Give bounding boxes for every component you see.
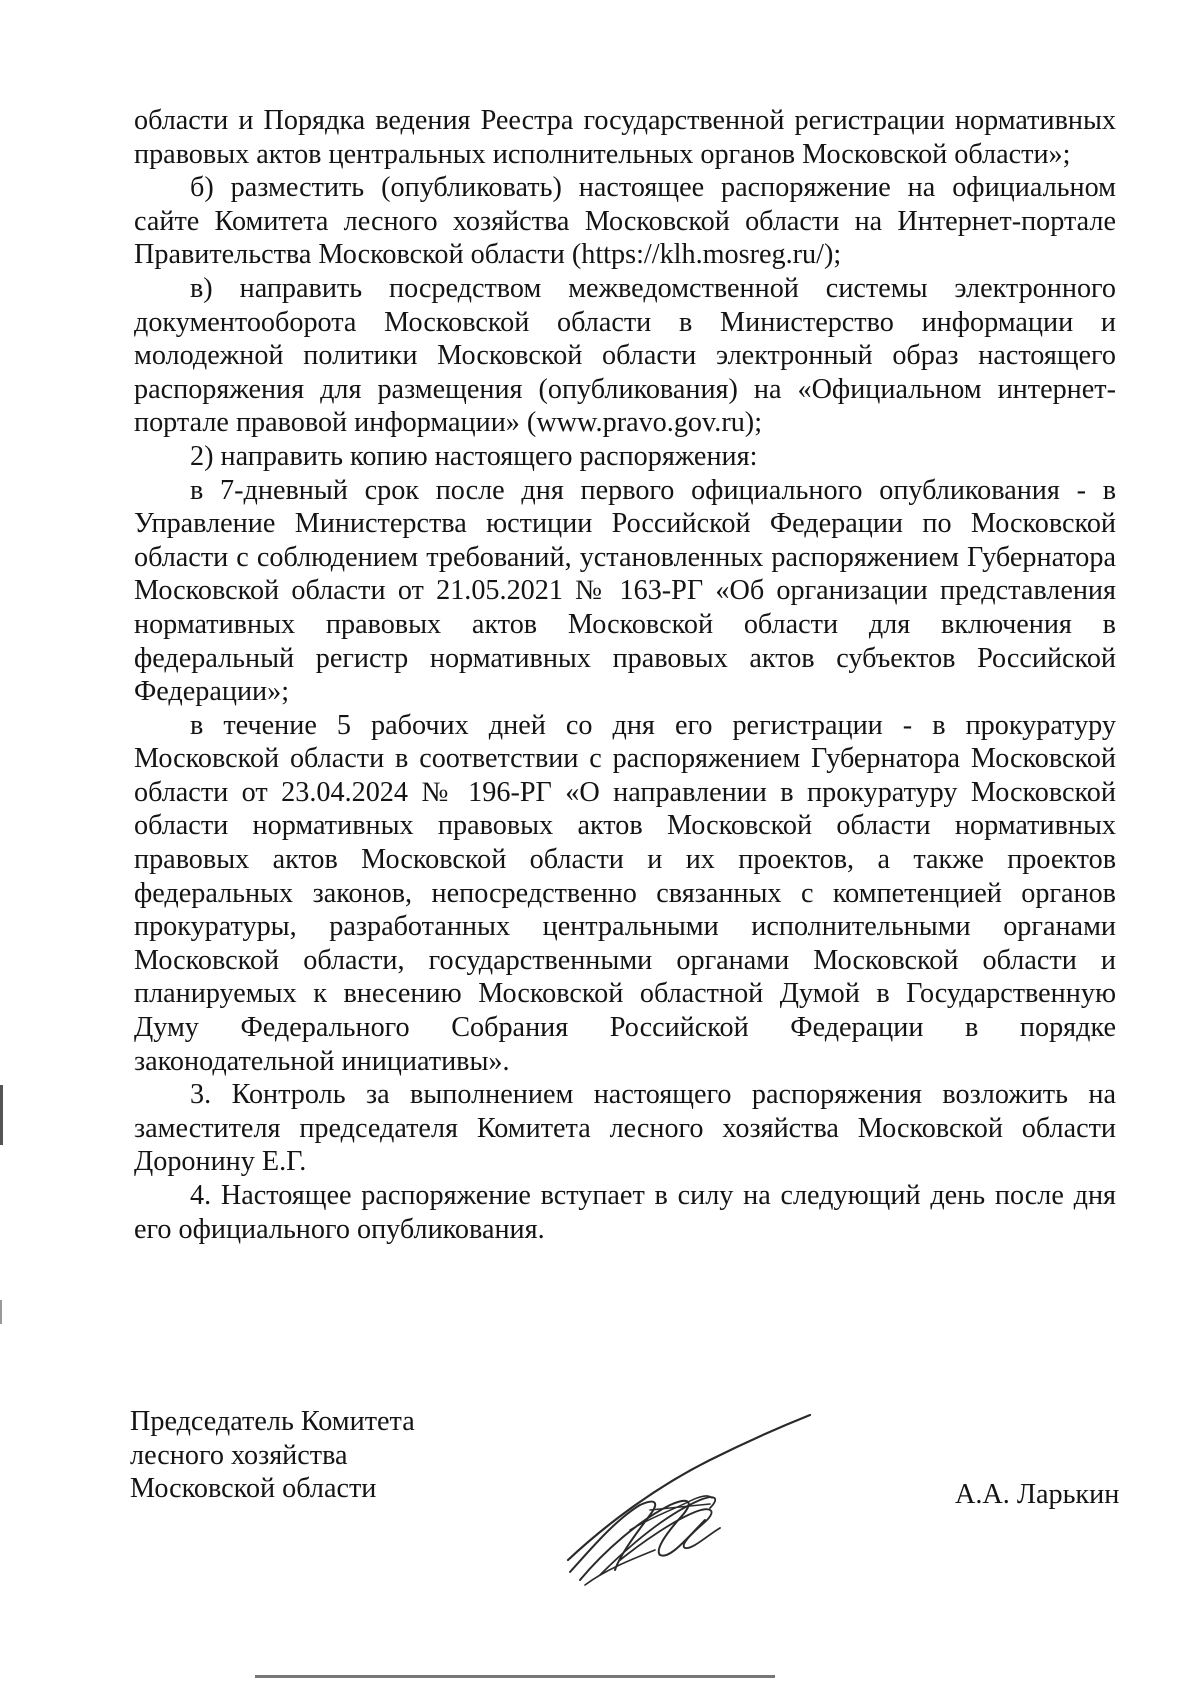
document-body — [134, 104, 1116, 1246]
scan-artifact-mark — [0, 1300, 2, 1324]
paragraph-continuation: области и Порядка ведения Реестра государственной регистрации нормативных правовых актов центральных исполнительных органов Московской области»; — [134, 105, 1116, 170]
scan-artifact-mark — [0, 1085, 3, 1145]
signatory-position — [130, 1405, 415, 1506]
signatory-position-line: лесного хозяйства — [130, 1439, 348, 1471]
signatory-position-line: Председатель Комитета — [130, 1406, 415, 1437]
paragraph-7-day-term: в 7-дневный срок после дня первого официального опубликования - в Управление Министерства юстиции Российской Федерации по Московской области с соблюдением требований, установленных распоряжением Губернатора Московской области от 21.05.2021 № 163-РГ «Об организации представления нормативных правовых актов Московской области для включения в федеральный регистр нормативных правовых актов субъектов Российской Федерации»; — [134, 474, 1116, 708]
paragraph-item-v: в) направить посредством межведомственной системы электронного документооборота Московской области в Министерство информации и молодежной политики Московской области электронный образ настоящего распоряжения для размещения (опубликования) на «Официальном интернет-портале правовой информации» (www.pravo.gov.ru); — [134, 272, 1116, 439]
signatory-position-line: Московской области — [130, 1473, 377, 1504]
paragraph-item-2: 2) направить копию настоящего распоряжения: — [190, 440, 758, 472]
paragraph-5-days-term: в течение 5 рабочих дней со дня его регистрации - в прокуратуру Московской области в соответствии с распоряжением Губернатора Московской области от 23.04.2024 № 196-РГ «О направлении в прокуратуру Московской области нормативных правовых актов Московской области нормативных правовых актов Московской области и их проектов, а также проектов федеральных законов, непосредственно связанных с компетенцией органов прокуратуры, разработанных центральными исполнительными органами Московской области, государственными органами Московской области и планируемых к внесению Московской областной Думой в Государственную Думу Федерального Собрания Российской Федерации в порядке законодательной инициативы». — [134, 709, 1116, 1077]
scan-artifact-line — [255, 1675, 775, 1678]
paragraph-item-4: 4. Настоящее распоряжение вступает в силу на следующий день после дня его официального опубликования. — [134, 1180, 1116, 1245]
signatory-name: А.А. Ларькин — [955, 1479, 1120, 1510]
paragraph-item-b: б) разместить (опубликовать) настоящее распоряжение на официальном сайте Комитета лесного хозяйства Московской области на Интернет-портале Правительства Московской области (https://klh.mosreg.ru/); — [134, 172, 1116, 271]
paragraph-item-3: 3. Контроль за выполнением настоящего распоряжения возложить на заместителя председателя Комитета лесного хозяйства Московской области Доронину Е.Г. — [134, 1079, 1116, 1178]
handwritten-signature — [560, 1410, 820, 1590]
